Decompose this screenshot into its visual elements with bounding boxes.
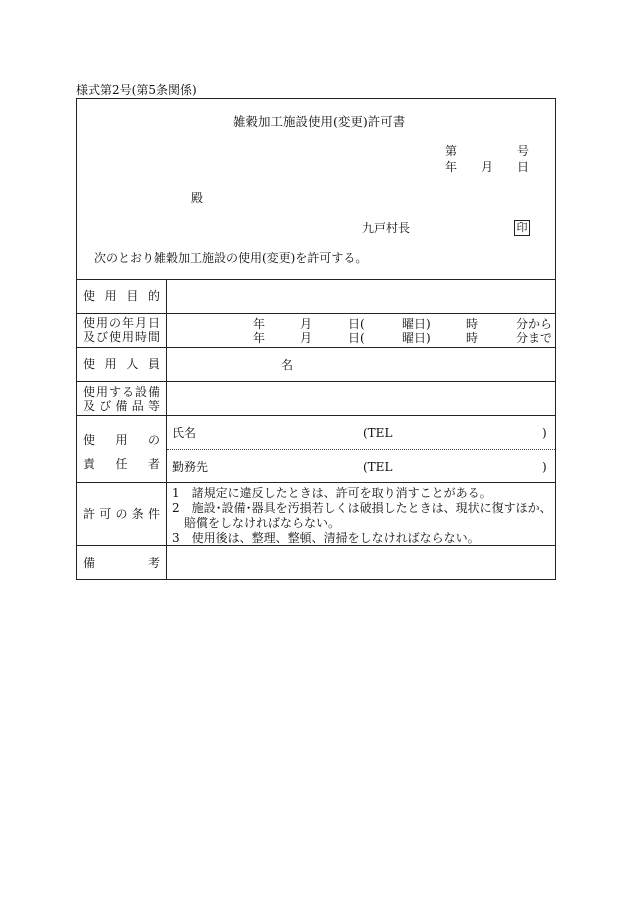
issuer-name: 九戸村長 xyxy=(362,221,411,235)
from-month: 月 xyxy=(300,317,313,331)
label-purpose: 使用目的 xyxy=(83,289,160,303)
date-year: 年 xyxy=(445,160,458,174)
date-month: 月 xyxy=(481,160,494,174)
from-day: 日( xyxy=(348,317,365,331)
name-tel-close: ) xyxy=(542,426,547,440)
equipment-field[interactable] xyxy=(167,382,555,415)
from-hour: 時 xyxy=(466,317,479,331)
form-number-label: 様式第2号(第5条関係) xyxy=(76,83,197,97)
people-unit: 名 xyxy=(281,358,294,372)
remarks-field[interactable] xyxy=(167,546,555,580)
label-responsible-line2: 責任者 xyxy=(83,457,160,471)
label-responsible-line1: 使用の xyxy=(83,433,160,447)
label-datetime xyxy=(83,317,160,343)
to-minute: 分まで xyxy=(516,331,553,345)
column-divider xyxy=(166,279,167,580)
label-datetime-line2: 及び使用時間 xyxy=(83,330,160,344)
to-month: 月 xyxy=(300,331,313,345)
workplace-tel-close: ) xyxy=(542,460,547,474)
from-weekday: 曜日) xyxy=(402,317,431,331)
condition-item: 1 諸規定に違反したときは、許可を取り消すことがある。 xyxy=(172,486,492,500)
row-divider xyxy=(77,313,555,314)
workplace-tel: (TEL xyxy=(363,460,393,474)
to-weekday: 曜日) xyxy=(402,331,431,345)
purpose-field[interactable] xyxy=(167,280,555,313)
to-year: 年 xyxy=(253,331,266,345)
to-hour: 時 xyxy=(466,331,479,345)
name-label: 氏名 xyxy=(172,426,197,440)
row-divider xyxy=(77,347,555,348)
label-datetime-line1: 使用の年月日 xyxy=(83,316,160,330)
label-equipment-line2: 及び備品等 xyxy=(83,399,160,413)
date-day: 日 xyxy=(517,160,530,174)
dotted-divider xyxy=(167,449,555,450)
label-equipment-line1: 使用する設備 xyxy=(83,385,160,399)
row-divider xyxy=(77,415,555,416)
condition-item: 2 施設･設備･器具を汚損若しくは破損したときは、現状に復すほか、 xyxy=(172,501,552,515)
label-conditions: 許可の条件 xyxy=(83,507,160,521)
label-remarks: 備考 xyxy=(83,556,160,570)
label-equipment xyxy=(83,386,160,412)
condition-item: 賠償をしなければならない。 xyxy=(172,516,341,530)
row-divider xyxy=(77,482,555,483)
condition-item: 3 使用後は、整理、整頓、清掃をしなければならない。 xyxy=(172,531,480,545)
label-people: 使用人員 xyxy=(83,357,160,371)
seal-stamp: 印 xyxy=(514,220,530,236)
from-year: 年 xyxy=(253,317,266,331)
permit-sheet xyxy=(76,98,556,580)
number-dai: 第 xyxy=(445,144,458,158)
permit-statement: 次のとおり雑穀加工施設の使用(変更)を許可する。 xyxy=(94,251,368,265)
name-tel: (TEL xyxy=(363,426,393,440)
from-minute: 分から xyxy=(516,317,553,331)
to-day: 日( xyxy=(348,331,365,345)
number-go: 号 xyxy=(517,144,530,158)
addressee-suffix: 殿 xyxy=(191,191,204,205)
workplace-label: 勤務先 xyxy=(172,460,209,474)
document-title: 雑穀加工施設使用(変更)許可書 xyxy=(233,114,406,129)
